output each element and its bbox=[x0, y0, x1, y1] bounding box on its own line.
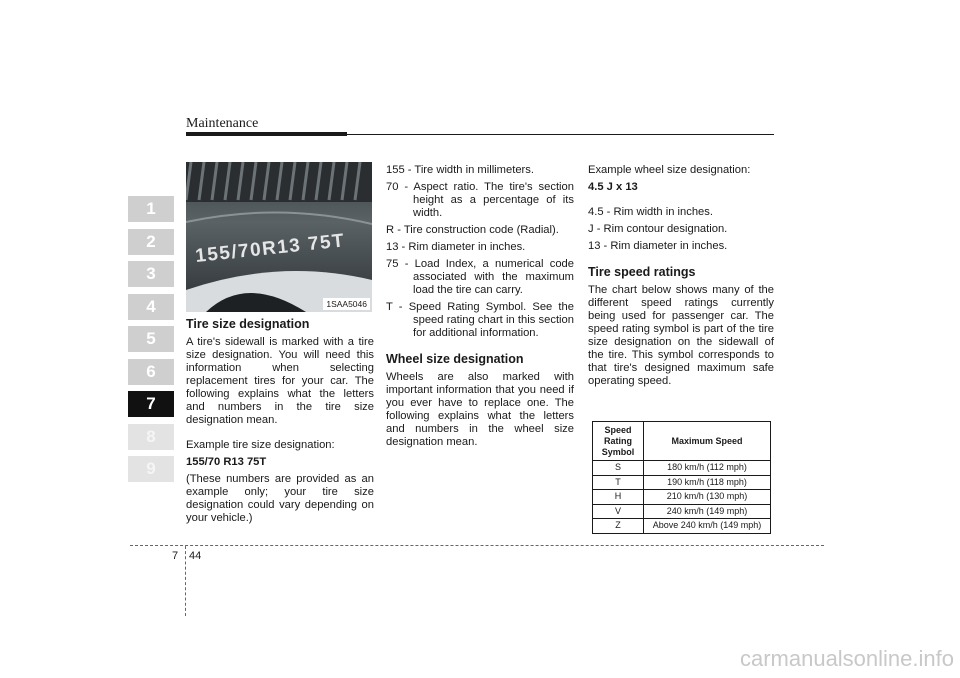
wheel-code-item: 4.5 - Rim width in inches. bbox=[588, 206, 713, 218]
speed-ratings-heading: Tire speed ratings bbox=[588, 265, 696, 279]
speed-symbol: H bbox=[593, 490, 644, 505]
tire-example-value: 155/70 R13 75T bbox=[186, 456, 267, 468]
column-3 bbox=[588, 164, 774, 392]
header-rule-thick bbox=[186, 132, 347, 136]
table-row bbox=[593, 475, 771, 490]
speed-rating-table bbox=[592, 421, 771, 534]
table-header-symbol: Speed Rating Symbol bbox=[593, 422, 644, 461]
speed-symbol: S bbox=[593, 461, 644, 476]
tire-size-heading: Tire size designation bbox=[186, 317, 310, 331]
sidewall-marking: 155/70R13 75T bbox=[194, 230, 347, 267]
speed-symbol: T bbox=[593, 475, 644, 490]
tire-illustration bbox=[186, 162, 372, 312]
wheel-code-item: J - Rim contour designation. bbox=[588, 223, 728, 235]
chapter-tab-7[interactable]: 7 bbox=[128, 391, 174, 417]
tire-code-item: T - Speed Rating Symbol. See the speed rating chart in this section for additional information. bbox=[386, 301, 574, 339]
wheel-size-heading: Wheel size designation bbox=[386, 352, 524, 366]
max-speed: 240 km/h (149 mph) bbox=[644, 504, 771, 519]
wheel-example-value: 4.5 J x 13 bbox=[588, 181, 638, 193]
footer-page-number: 44 bbox=[189, 550, 202, 562]
tire-code-item: R - Tire construction code (Radial). bbox=[386, 224, 559, 236]
tire-example-note: (These numbers are provided as an example only; your tire size designation could vary depending on your vehicle.) bbox=[186, 473, 374, 524]
column-2 bbox=[386, 164, 574, 453]
table-row bbox=[593, 519, 771, 534]
tire-sidewall-photo bbox=[186, 162, 372, 312]
max-speed: Above 240 km/h (149 mph) bbox=[644, 519, 771, 534]
wheel-code-item: 13 - Rim diameter in inches. bbox=[588, 240, 728, 252]
table-row bbox=[593, 461, 771, 476]
chapter-tab-8[interactable]: 8 bbox=[128, 424, 174, 450]
chapter-tab-6[interactable]: 6 bbox=[128, 359, 174, 385]
speed-symbol: V bbox=[593, 504, 644, 519]
tire-example-label: Example tire size designation: bbox=[186, 439, 335, 451]
wheel-size-body: Wheels are also marked with important information that you need if you ever have to replace one. The following explains what the letters and numbers in the wheel size designation mean. bbox=[386, 371, 574, 448]
table-row bbox=[593, 504, 771, 519]
table-row bbox=[593, 490, 771, 505]
chapter-tab-4[interactable]: 4 bbox=[128, 294, 174, 320]
watermark: carmanualsonline.info bbox=[739, 646, 954, 671]
chapter-tab-3[interactable]: 3 bbox=[128, 261, 174, 287]
chapter-tab-1[interactable]: 1 bbox=[128, 196, 174, 222]
footer-divider bbox=[130, 545, 824, 546]
chapter-tab-5[interactable]: 5 bbox=[128, 326, 174, 352]
speed-symbol: Z bbox=[593, 519, 644, 534]
max-speed: 190 km/h (118 mph) bbox=[644, 475, 771, 490]
footer-chapter-number: 7 bbox=[172, 550, 179, 562]
wheel-example-label: Example wheel size designation: bbox=[588, 164, 751, 176]
section-title: Maintenance bbox=[186, 116, 259, 131]
tire-code-item: 70 - Aspect ratio. The tire's section height as a percentage of its width. bbox=[386, 181, 574, 219]
tire-code-item: 13 - Rim diameter in inches. bbox=[386, 241, 526, 253]
footer-vertical-divider bbox=[185, 546, 186, 616]
tire-code-item: 75 - Load Index, a numerical code associated with the maximum load the tire can carry. bbox=[386, 258, 574, 296]
speed-ratings-body: The chart below shows many of the different speed ratings currently being used for passenger car. The speed rating symbol is part of the tire size designation on the sidewall of the tire. This symbol corresponds to that tire's designed maximum safe operating speed. bbox=[588, 284, 774, 387]
chapter-tabs bbox=[128, 196, 174, 489]
table-header-speed: Maximum Speed bbox=[644, 422, 771, 461]
column-1 bbox=[186, 162, 374, 529]
header-rule-thin bbox=[347, 134, 774, 135]
max-speed: 180 km/h (112 mph) bbox=[644, 461, 771, 476]
chapter-tab-2[interactable]: 2 bbox=[128, 229, 174, 255]
tire-code-item: 155 - Tire width in millimeters. bbox=[386, 164, 534, 176]
max-speed: 210 km/h (130 mph) bbox=[644, 490, 771, 505]
tire-size-intro: A tire's sidewall is marked with a tire size designation. You will need this information when selecting replacement tires for your car. The following explains what the letters and numbers in the tire size designation mean. bbox=[186, 336, 374, 426]
photo-code: 1SAA5046 bbox=[323, 298, 370, 310]
chapter-tab-9[interactable]: 9 bbox=[128, 456, 174, 482]
